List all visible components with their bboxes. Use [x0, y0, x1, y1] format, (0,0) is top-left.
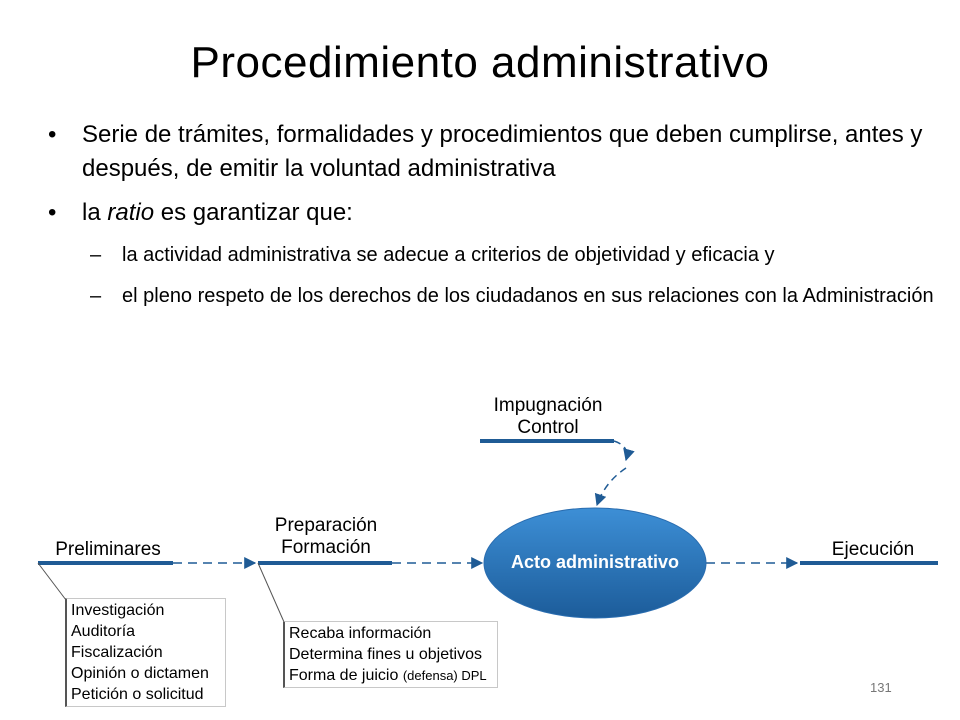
preliminares-label: Preliminares	[55, 539, 161, 560]
preliminares-box	[65, 598, 226, 707]
acto-label: Acto administrativo	[510, 552, 680, 572]
arrow-impugnacion-down	[597, 468, 626, 505]
preparacion-line-2: Formación	[281, 537, 371, 558]
impugnacion-line-2: Control	[517, 417, 579, 438]
box-item: Opinión o dictamen	[71, 665, 209, 682]
impugnacion-line-1: Impugnación	[493, 395, 603, 416]
box-item: Petición o solicitud	[71, 686, 204, 703]
bullet-text: Serie de trámites, formalidades y procedimientos que deben cumplirse, antes y después, de emitir la voluntad administrativa	[82, 121, 923, 182]
ejecucion-label: Ejecución	[831, 539, 915, 560]
bullet-icon: •	[48, 121, 57, 148]
dash-icon: –	[90, 285, 102, 307]
box1-connector	[38, 563, 66, 600]
bullet-text-post: es garantizar que:	[154, 199, 353, 226]
sub-bullet-text: el pleno respeto de los derechos de los ciudadanos en sus relaciones con la Administración	[122, 285, 934, 307]
sub-bullet-text: la actividad administrativa se adecue a criterios de objetividad y eficacia y	[122, 244, 775, 266]
preparacion-line-1: Preparación	[274, 515, 378, 536]
box-item-small: (defensa) DPL	[402, 668, 487, 683]
preparacion-box	[283, 621, 498, 688]
impugnacion-label	[480, 395, 616, 439]
arrow-impugnacion-loop	[614, 441, 627, 460]
box-item: Determina fines u objetivos	[289, 646, 482, 663]
dash-icon: –	[90, 244, 102, 266]
bullet-text-pre: la	[82, 199, 108, 226]
preparacion-label	[258, 515, 394, 559]
box-item: Fiscalización	[71, 644, 163, 661]
box-item: Recaba información	[289, 625, 432, 642]
box-item: Investigación	[71, 602, 165, 619]
bullet-icon: •	[48, 199, 57, 226]
box-item	[289, 665, 493, 686]
bullet-text-emphasis: ratio	[107, 199, 155, 226]
box2-connector	[258, 563, 284, 622]
page-title: Procedimiento administrativo	[190, 38, 770, 87]
box-item-main: Forma de juicio	[289, 667, 403, 684]
box-item: Auditoría	[71, 623, 136, 640]
page-number: 131	[870, 680, 892, 695]
